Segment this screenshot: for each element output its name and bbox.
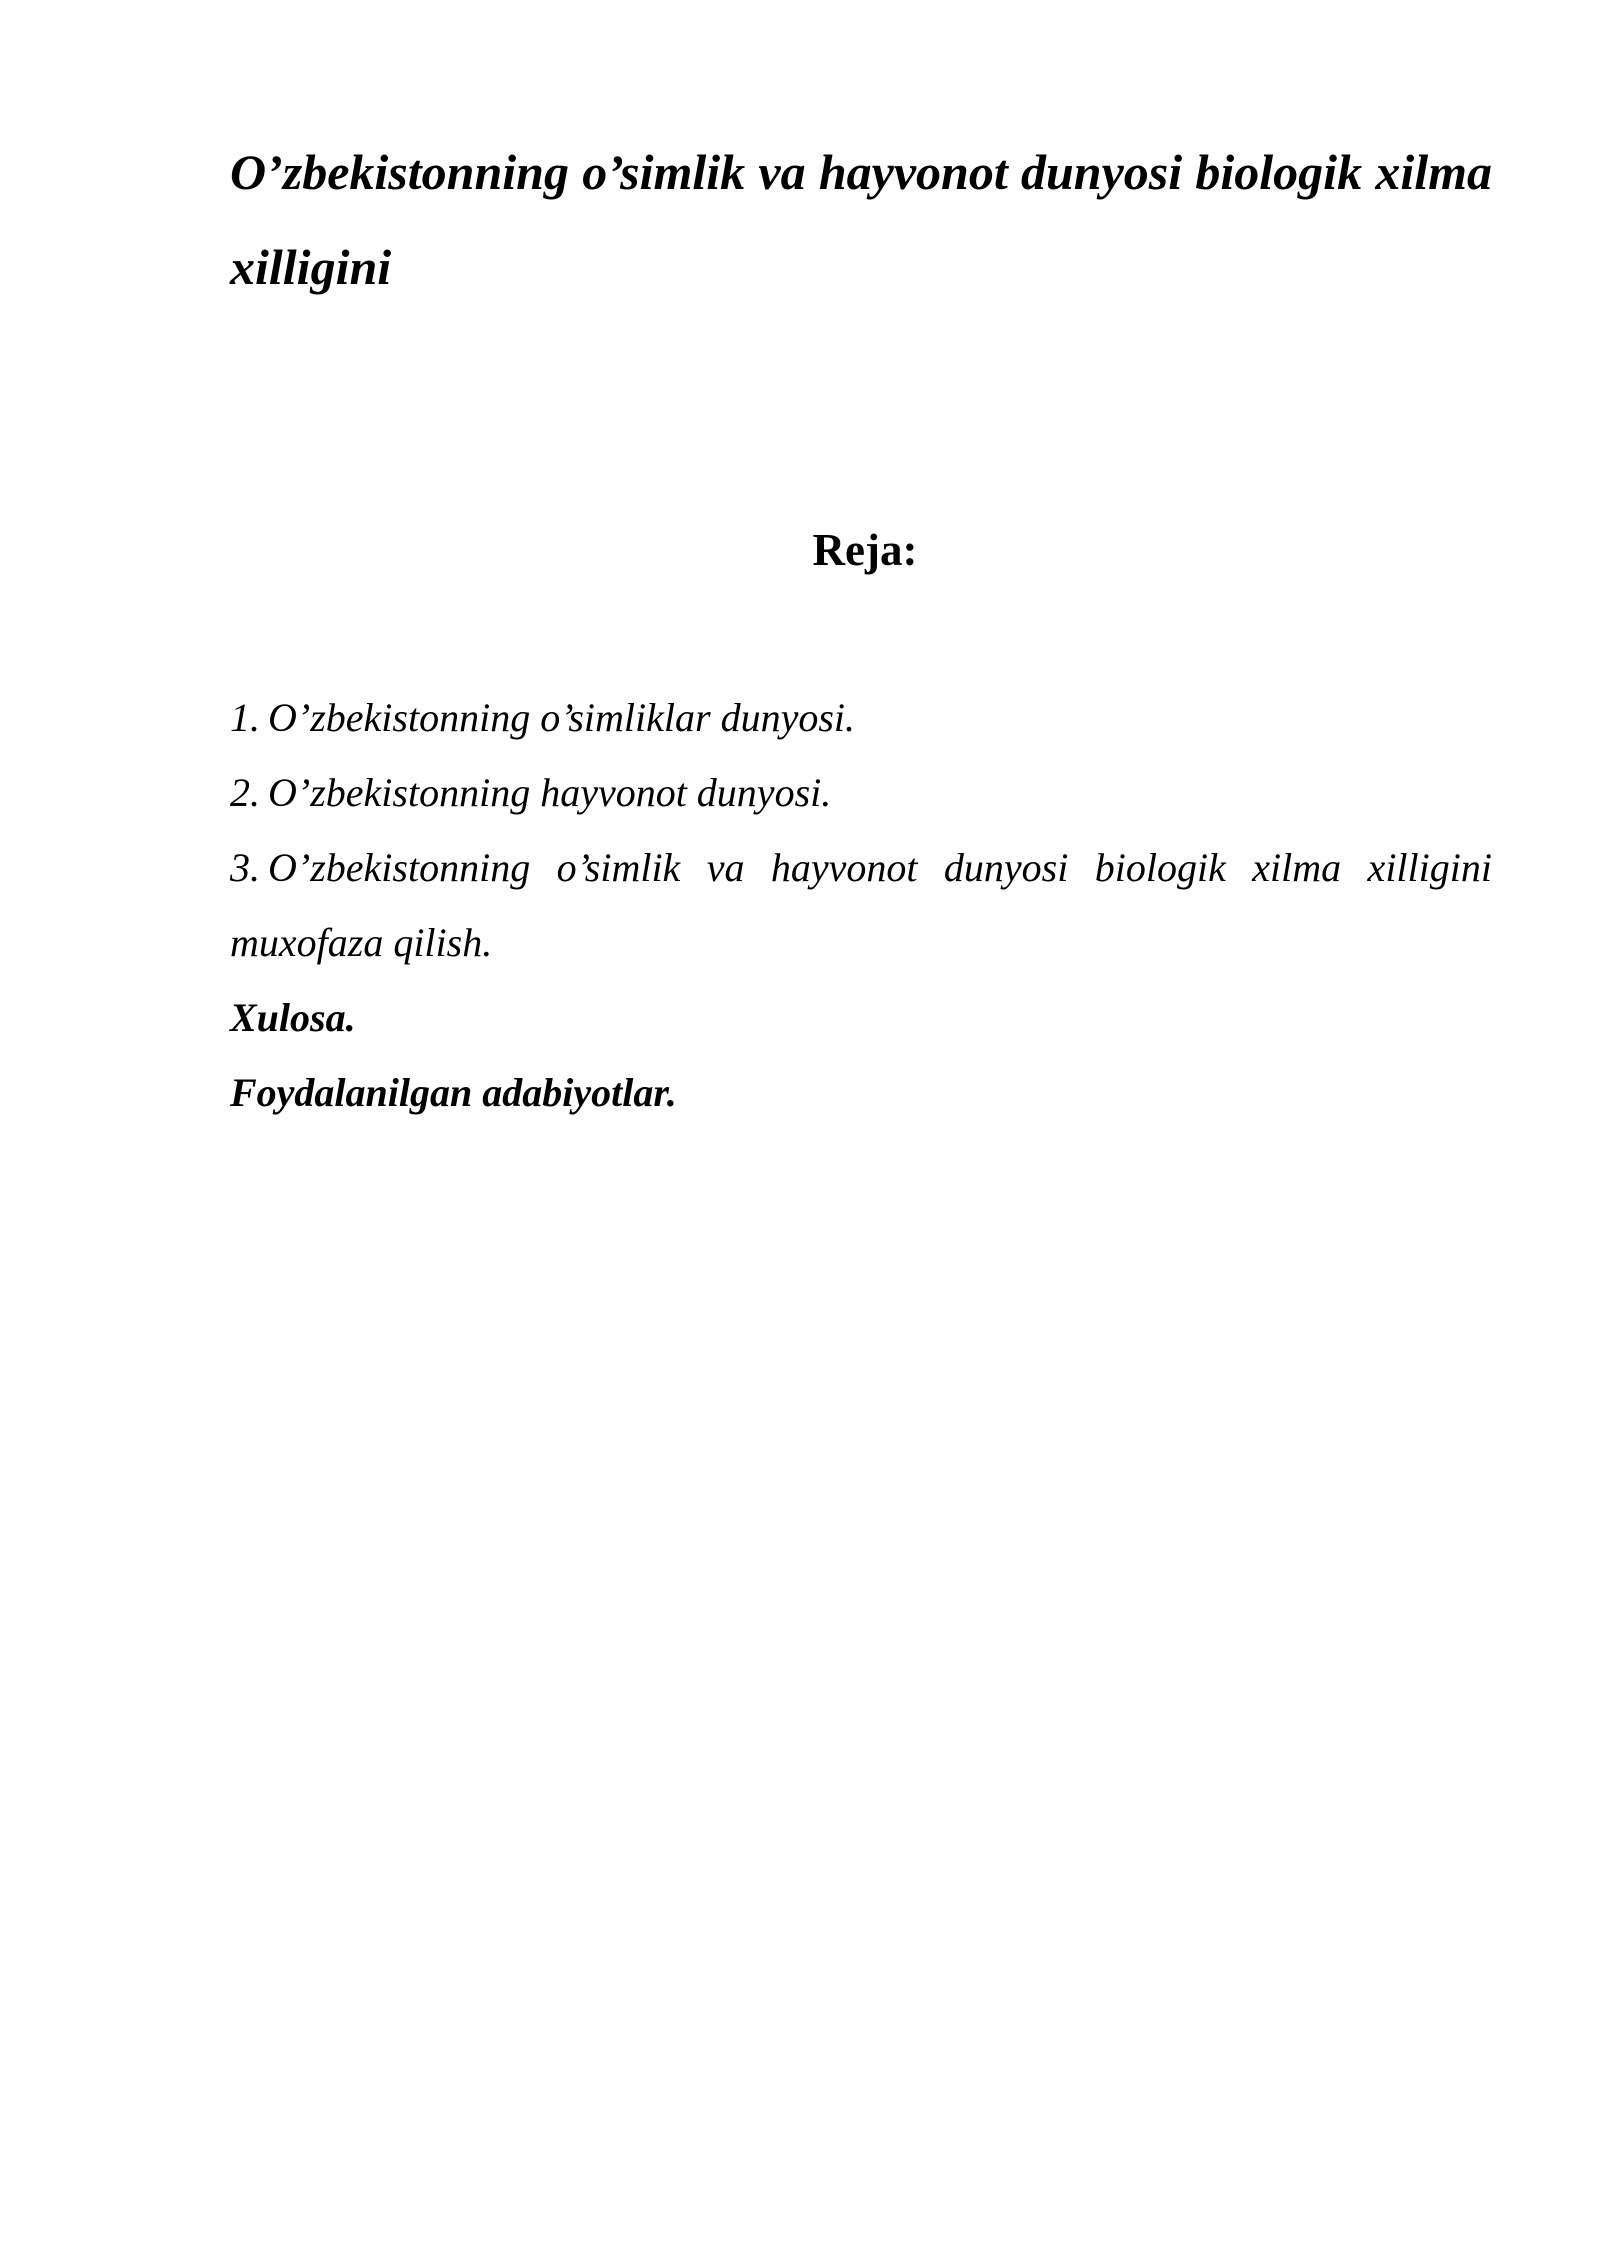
plan-item-text: O’zbekistonning hayvonot dunyosi. [268,770,832,815]
plan-item-text: O’zbekistonning o’simliklar dunyosi. [268,695,856,740]
plan-item [230,755,1492,830]
plan-item [230,830,1492,980]
plan-item-number: 3. [230,845,260,890]
plan-heading: Reja: [812,525,918,575]
conclusion-heading: Xulosa. [230,995,356,1040]
plan-item [230,680,1492,755]
plan-item-number: 2. [230,770,260,815]
plan-item-number: 1. [230,695,260,740]
plan-item-text: O’zbekistonning o’simlik va hayvonot dunyosi biologik xilma xilligini muxofaza qilish. [230,845,1492,965]
plan-list [230,680,1492,980]
document-title: O’zbekistonning o’simlik va hayvonot dunyosi biologik xilma xilligini [230,144,1492,295]
references-heading: Foydalanilgan adabiyotlar. [230,1070,677,1115]
